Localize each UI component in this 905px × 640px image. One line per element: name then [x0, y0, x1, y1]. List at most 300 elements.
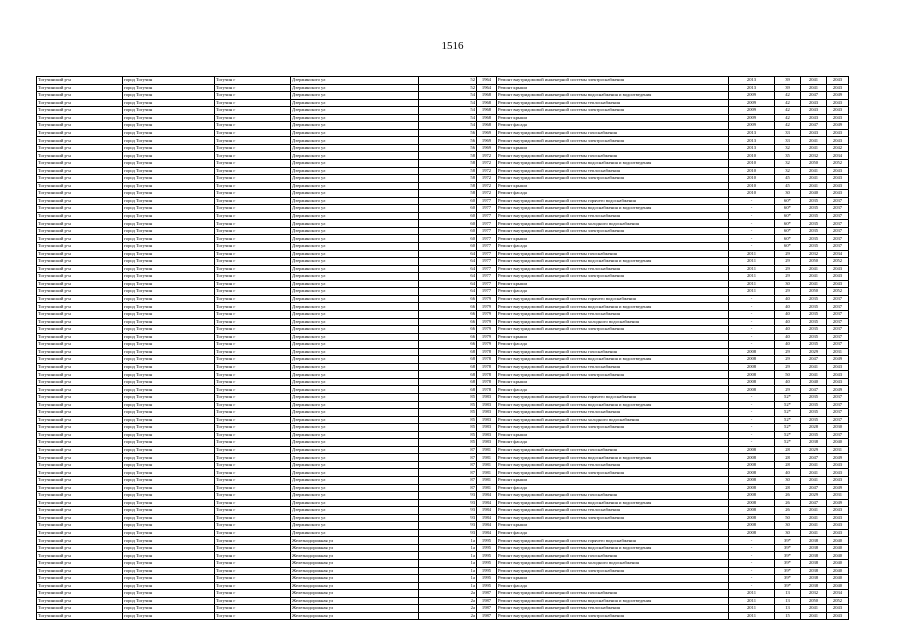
settlement-cell: город Тогучин — [123, 348, 215, 356]
last-repair-year-cell: 2009 — [729, 107, 775, 115]
build-year-cell: 1981 — [477, 476, 497, 484]
plan-end-year-cell: 2043 — [827, 77, 849, 85]
table-row — [37, 507, 849, 515]
locality-cell: Тогучин г — [215, 476, 291, 484]
work-type-cell: Ремонт внутридомовой инженерной системы водоснабжения и водоотведения — [497, 303, 729, 311]
plan-end-year-cell: 2043 — [827, 461, 849, 469]
plan-start-year-cell: 2041 — [801, 182, 827, 190]
wear-cell: 15 — [775, 612, 801, 620]
district-cell: Тогучинский р-н — [37, 137, 123, 145]
house-number-cell: 54 — [419, 99, 477, 107]
wear-cell: 28 — [775, 461, 801, 469]
last-repair-year-cell: 2008 — [729, 484, 775, 492]
plan-start-year-cell: 2047 — [801, 92, 827, 100]
plan-end-year-cell: 2052 — [827, 597, 849, 605]
work-type-cell: Ремонт внутридомовой инженерной системы газоснабжения — [497, 446, 729, 454]
settlement-cell: город Тогучин — [123, 529, 215, 537]
build-year-cell: 1983 — [477, 424, 497, 432]
last-repair-year-cell: 2008 — [729, 507, 775, 515]
work-type-cell: Ремонт внутридомовой инженерной системы теплоснабжения — [497, 363, 729, 371]
plan-start-year-cell: 2035 — [801, 431, 827, 439]
plan-start-year-cell: 2040 — [801, 190, 827, 198]
house-number-cell: 68 — [419, 386, 477, 394]
street-cell: Дзержинского ул — [291, 469, 419, 477]
district-cell: Тогучинский р-н — [37, 356, 123, 364]
build-year-cell: 1977 — [477, 258, 497, 266]
street-cell: Дзержинского ул — [291, 378, 419, 386]
house-number-cell: 68 — [419, 363, 477, 371]
table-row — [37, 499, 849, 507]
plan-end-year-cell: 2043 — [827, 137, 849, 145]
house-number-cell: 64 — [419, 250, 477, 258]
street-cell: Дзержинского ул — [291, 288, 419, 296]
district-cell: Тогучинский р-н — [37, 454, 123, 462]
street-cell: Дзержинского ул — [291, 461, 419, 469]
settlement-cell: город Тогучин — [123, 84, 215, 92]
wear-cell: 13 — [775, 605, 801, 613]
plan-end-year-cell: 2040 — [827, 575, 849, 583]
build-year-cell: 1983 — [477, 439, 497, 447]
house-number-cell: 2а — [419, 597, 477, 605]
build-year-cell: 1984 — [477, 499, 497, 507]
house-number-cell: 93 — [419, 514, 477, 522]
house-number-cell: 58 — [419, 182, 477, 190]
last-repair-year-cell: 2008 — [729, 499, 775, 507]
wear-cell: 32 — [775, 160, 801, 168]
table-row — [37, 265, 849, 273]
settlement-cell: город Тогучин — [123, 378, 215, 386]
street-cell: Дзержинского ул — [291, 363, 419, 371]
build-year-cell: 1977 — [477, 243, 497, 251]
plan-end-year-cell: 2043 — [827, 612, 849, 620]
work-type-cell: Ремонт внутридомовой инженерной системы электроснабжения — [497, 77, 729, 85]
settlement-cell: город Тогучин — [123, 363, 215, 371]
plan-end-year-cell: 2037 — [827, 326, 849, 334]
district-cell: Тогучинский р-н — [37, 182, 123, 190]
locality-cell: Тогучин г — [215, 522, 291, 530]
locality-cell: Тогучин г — [215, 84, 291, 92]
street-cell: Дзержинского ул — [291, 424, 419, 432]
table-row — [37, 605, 849, 613]
locality-cell: Тогучин г — [215, 393, 291, 401]
work-type-cell: Ремонт крыши — [497, 182, 729, 190]
build-year-cell: 1983 — [477, 416, 497, 424]
street-cell: Дзержинского ул — [291, 333, 419, 341]
house-number-cell: 1а — [419, 544, 477, 552]
last-repair-year-cell: 2010 — [729, 160, 775, 168]
build-year-cell: 1984 — [477, 492, 497, 500]
settlement-cell: город Тогучин — [123, 537, 215, 545]
build-year-cell: 1978 — [477, 356, 497, 364]
settlement-cell: город Тогучин — [123, 476, 215, 484]
locality-cell: Тогучин г — [215, 77, 291, 85]
build-year-cell: 1977 — [477, 265, 497, 273]
work-type-cell: Ремонт внутридомовой инженерной системы электроснабжения — [497, 326, 729, 334]
work-type-cell: Ремонт фасада — [497, 582, 729, 590]
build-year-cell: 1983 — [477, 393, 497, 401]
wear-cell: 42 — [775, 99, 801, 107]
table-row — [37, 288, 849, 296]
district-cell: Тогучинский р-н — [37, 416, 123, 424]
district-cell: Тогучинский р-н — [37, 212, 123, 220]
house-number-cell: 58 — [419, 152, 477, 160]
settlement-cell: город Тогучин — [123, 499, 215, 507]
house-number-cell: 66 — [419, 341, 477, 349]
settlement-cell: город Тогучин — [123, 582, 215, 590]
work-type-cell: Ремонт крыши — [497, 431, 729, 439]
settlement-cell: город Тогучин — [123, 77, 215, 85]
district-cell: Тогучинский р-н — [37, 258, 123, 266]
wear-cell: 60* — [775, 235, 801, 243]
street-cell: Дзержинского ул — [291, 212, 419, 220]
settlement-cell: город Тогучин — [123, 439, 215, 447]
wear-cell: 32 — [775, 167, 801, 175]
table-row — [37, 484, 849, 492]
district-cell: Тогучинский р-н — [37, 522, 123, 530]
locality-cell: Тогучин г — [215, 303, 291, 311]
district-cell: Тогучинский р-н — [37, 250, 123, 258]
plan-end-year-cell: 2042 — [827, 144, 849, 152]
wear-cell: 30 — [775, 280, 801, 288]
table-row — [37, 175, 849, 183]
street-cell: Дзержинского ул — [291, 507, 419, 515]
house-number-cell: 93 — [419, 499, 477, 507]
house-number-cell: 58 — [419, 175, 477, 183]
table-row — [37, 401, 849, 409]
build-year-cell: 1977 — [477, 250, 497, 258]
locality-cell: Тогучин г — [215, 107, 291, 115]
plan-end-year-cell: 2037 — [827, 212, 849, 220]
wear-cell: 45 — [775, 175, 801, 183]
plan-start-year-cell: 2040 — [801, 378, 827, 386]
settlement-cell: город Тогучин — [123, 160, 215, 168]
street-cell: Дзержинского ул — [291, 280, 419, 288]
plan-start-year-cell: 2041 — [801, 84, 827, 92]
plan-end-year-cell: 2037 — [827, 333, 849, 341]
last-repair-year-cell: 2011 — [729, 605, 775, 613]
plan-end-year-cell: 2043 — [827, 107, 849, 115]
last-repair-year-cell: 2008 — [729, 476, 775, 484]
wear-cell: 29 — [775, 386, 801, 394]
table-row — [37, 582, 849, 590]
street-cell: Дзержинского ул — [291, 265, 419, 273]
build-year-cell: 1995 — [477, 537, 497, 545]
wear-cell: 28 — [775, 484, 801, 492]
wear-cell: 42 — [775, 122, 801, 130]
plan-end-year-cell: 2043 — [827, 175, 849, 183]
work-type-cell: Ремонт внутридомовой инженерной системы теплоснабжения — [497, 605, 729, 613]
build-year-cell: 1969 — [477, 144, 497, 152]
locality-cell: Тогучин г — [215, 333, 291, 341]
last-repair-year-cell: - — [729, 303, 775, 311]
work-type-cell: Ремонт внутридомовой инженерной системы газоснабжения — [497, 129, 729, 137]
last-repair-year-cell: 2013 — [729, 129, 775, 137]
house-number-cell: 85 — [419, 424, 477, 432]
locality-cell: Тогучин г — [215, 469, 291, 477]
district-cell: Тогучинский р-н — [37, 492, 123, 500]
build-year-cell: 1978 — [477, 378, 497, 386]
wear-cell: 28 — [775, 446, 801, 454]
locality-cell: Тогучин г — [215, 227, 291, 235]
last-repair-year-cell: 2010 — [729, 175, 775, 183]
build-year-cell: 1981 — [477, 446, 497, 454]
plan-start-year-cell: 2041 — [801, 265, 827, 273]
build-year-cell: 1979 — [477, 295, 497, 303]
plan-end-year-cell: 2043 — [827, 129, 849, 137]
table-row — [37, 107, 849, 115]
work-type-cell: Ремонт фасада — [497, 122, 729, 130]
last-repair-year-cell: 2008 — [729, 446, 775, 454]
work-type-cell: Ремонт внутридомовой инженерной системы водоснабжения и водоотведения — [497, 454, 729, 462]
settlement-cell: город Тогучин — [123, 227, 215, 235]
street-cell: Дзержинского ул — [291, 393, 419, 401]
wear-cell: 40 — [775, 378, 801, 386]
wear-cell: 60* — [775, 212, 801, 220]
wear-cell: 32 — [775, 144, 801, 152]
last-repair-year-cell: 2013 — [729, 77, 775, 85]
wear-cell: 29 — [775, 363, 801, 371]
locality-cell: Тогучин г — [215, 424, 291, 432]
locality-cell: Тогучин г — [215, 582, 291, 590]
build-year-cell: 1972 — [477, 182, 497, 190]
plan-end-year-cell: 2049 — [827, 454, 849, 462]
build-year-cell: 1968 — [477, 107, 497, 115]
district-cell: Тогучинский р-н — [37, 590, 123, 598]
settlement-cell: город Тогучин — [123, 182, 215, 190]
work-type-cell: Ремонт внутридомовой инженерной системы электроснабжения — [497, 469, 729, 477]
locality-cell: Тогучин г — [215, 507, 291, 515]
settlement-cell: город Тогучин — [123, 122, 215, 130]
work-type-cell: Ремонт внутридомовой инженерной системы водоснабжения и водоотведения — [497, 92, 729, 100]
work-type-cell: Ремонт внутридомовой инженерной системы теплоснабжения — [497, 310, 729, 318]
plan-start-year-cell: 2038 — [801, 537, 827, 545]
table-row — [37, 333, 849, 341]
last-repair-year-cell: - — [729, 333, 775, 341]
plan-end-year-cell: 2034 — [827, 250, 849, 258]
build-year-cell: 1981 — [477, 469, 497, 477]
street-cell: Дзержинского ул — [291, 514, 419, 522]
plan-start-year-cell: 2035 — [801, 310, 827, 318]
work-type-cell: Ремонт внутридомовой инженерной системы теплоснабжения — [497, 265, 729, 273]
house-number-cell: 54 — [419, 122, 477, 130]
plan-start-year-cell: 2032 — [801, 250, 827, 258]
locality-cell: Тогучин г — [215, 122, 291, 130]
district-cell: Тогучинский р-н — [37, 393, 123, 401]
locality-cell: Тогучин г — [215, 243, 291, 251]
last-repair-year-cell: 2011 — [729, 590, 775, 598]
table-row — [37, 167, 849, 175]
locality-cell: Тогучин г — [215, 220, 291, 228]
house-number-cell: 66 — [419, 295, 477, 303]
last-repair-year-cell: 2008 — [729, 469, 775, 477]
build-year-cell: 1968 — [477, 122, 497, 130]
settlement-cell: город Тогучин — [123, 575, 215, 583]
settlement-cell: город Тогучин — [123, 273, 215, 281]
settlement-cell: город Тогучин — [123, 310, 215, 318]
locality-cell: Тогучин г — [215, 258, 291, 266]
settlement-cell: город Тогучин — [123, 250, 215, 258]
plan-start-year-cell: 2035 — [801, 409, 827, 417]
street-cell: Дзержинского ул — [291, 295, 419, 303]
district-cell: Тогучинский р-н — [37, 499, 123, 507]
table-row — [37, 446, 849, 454]
build-year-cell: 1983 — [477, 409, 497, 417]
table-row — [37, 560, 849, 568]
locality-cell: Тогучин г — [215, 544, 291, 552]
last-repair-year-cell: - — [729, 409, 775, 417]
locality-cell: Тогучин г — [215, 341, 291, 349]
street-cell: Дзержинского ул — [291, 492, 419, 500]
build-year-cell: 1977 — [477, 212, 497, 220]
house-number-cell: 1а — [419, 537, 477, 545]
last-repair-year-cell: - — [729, 560, 775, 568]
street-cell: Дзержинского ул — [291, 129, 419, 137]
house-number-cell: 64 — [419, 280, 477, 288]
district-cell: Тогучинский р-н — [37, 220, 123, 228]
plan-start-year-cell: 2047 — [801, 499, 827, 507]
street-cell: Железнодорожная ул — [291, 612, 419, 620]
plan-end-year-cell: 2043 — [827, 99, 849, 107]
last-repair-year-cell: 2008 — [729, 461, 775, 469]
settlement-cell: город Тогучин — [123, 597, 215, 605]
plan-start-year-cell: 2050 — [801, 160, 827, 168]
last-repair-year-cell: 2011 — [729, 288, 775, 296]
work-type-cell: Ремонт внутридомовой инженерной системы теплоснабжения — [497, 212, 729, 220]
table-row — [37, 476, 849, 484]
plan-start-year-cell: 2038 — [801, 552, 827, 560]
table-row — [37, 310, 849, 318]
wear-cell: 50 — [775, 371, 801, 379]
settlement-cell: город Тогучин — [123, 401, 215, 409]
settlement-cell: город Тогучин — [123, 175, 215, 183]
district-cell: Тогучинский р-н — [37, 205, 123, 213]
table-row — [37, 273, 849, 281]
last-repair-year-cell: 2009 — [729, 99, 775, 107]
plan-end-year-cell: 2043 — [827, 190, 849, 198]
wear-cell: 30 — [775, 522, 801, 530]
locality-cell: Тогучин г — [215, 326, 291, 334]
district-cell: Тогучинский р-н — [37, 122, 123, 130]
plan-end-year-cell: 2037 — [827, 197, 849, 205]
build-year-cell: 1964 — [477, 77, 497, 85]
house-number-cell: 87 — [419, 454, 477, 462]
street-cell: Дзержинского ул — [291, 454, 419, 462]
build-year-cell: 1977 — [477, 220, 497, 228]
work-type-cell: Ремонт фасада — [497, 190, 729, 198]
plan-end-year-cell: 2037 — [827, 295, 849, 303]
settlement-cell: город Тогучин — [123, 341, 215, 349]
street-cell: Железнодорожная ул — [291, 537, 419, 545]
work-type-cell: Ремонт внутридомовой инженерной системы электроснабжения — [497, 137, 729, 145]
table-body — [37, 77, 849, 620]
work-type-cell: Ремонт внутридомовой инженерной системы газоснабжения — [497, 590, 729, 598]
wear-cell: 60* — [775, 205, 801, 213]
house-number-cell: 1а — [419, 582, 477, 590]
plan-start-year-cell: 2043 — [801, 107, 827, 115]
street-cell: Дзержинского ул — [291, 227, 419, 235]
settlement-cell: город Тогучин — [123, 605, 215, 613]
plan-end-year-cell: 2037 — [827, 303, 849, 311]
table-row — [37, 280, 849, 288]
plan-start-year-cell: 2041 — [801, 273, 827, 281]
table-row — [37, 386, 849, 394]
plan-start-year-cell: 2041 — [801, 469, 827, 477]
district-cell: Тогучинский р-н — [37, 363, 123, 371]
table-row — [37, 461, 849, 469]
wear-cell: 39* — [775, 560, 801, 568]
house-number-cell: 87 — [419, 469, 477, 477]
district-cell: Тогучинский р-н — [37, 318, 123, 326]
wear-cell: 33 — [775, 129, 801, 137]
table-row — [37, 567, 849, 575]
table-row — [37, 378, 849, 386]
last-repair-year-cell: - — [729, 552, 775, 560]
settlement-cell: город Тогучин — [123, 137, 215, 145]
table-row — [37, 431, 849, 439]
house-number-cell: 68 — [419, 356, 477, 364]
plan-start-year-cell: 2041 — [801, 522, 827, 530]
plan-start-year-cell: 2041 — [801, 605, 827, 613]
table-row — [37, 99, 849, 107]
plan-start-year-cell: 2041 — [801, 371, 827, 379]
table-row — [37, 393, 849, 401]
house-number-cell: 66 — [419, 318, 477, 326]
settlement-cell: город Тогучин — [123, 386, 215, 394]
work-type-cell: Ремонт внутридомовой инженерной системы электроснабжения — [497, 227, 729, 235]
plan-start-year-cell: 2035 — [801, 295, 827, 303]
wear-cell: 52* — [775, 431, 801, 439]
table-row — [37, 469, 849, 477]
plan-end-year-cell: 2049 — [827, 499, 849, 507]
settlement-cell: город Тогучин — [123, 99, 215, 107]
wear-cell: 60* — [775, 220, 801, 228]
district-cell: Тогучинский р-н — [37, 484, 123, 492]
work-type-cell: Ремонт внутридомовой инженерной системы водоснабжения и водоотведения — [497, 597, 729, 605]
plan-start-year-cell: 2028 — [801, 424, 827, 432]
street-cell: Дзержинского ул — [291, 258, 419, 266]
last-repair-year-cell: 2013 — [729, 137, 775, 145]
last-repair-year-cell: - — [729, 295, 775, 303]
plan-end-year-cell: 2040 — [827, 560, 849, 568]
plan-end-year-cell: 2043 — [827, 522, 849, 530]
last-repair-year-cell: - — [729, 439, 775, 447]
work-type-cell: Ремонт внутридомовой инженерной системы газоснабжения — [497, 552, 729, 560]
plan-start-year-cell: 2035 — [801, 205, 827, 213]
last-repair-year-cell: 2008 — [729, 454, 775, 462]
table-row — [37, 416, 849, 424]
wear-cell: 50 — [775, 514, 801, 522]
last-repair-year-cell: 2010 — [729, 182, 775, 190]
build-year-cell: 1979 — [477, 333, 497, 341]
work-type-cell: Ремонт внутридомовой инженерной системы электроснабжения — [497, 514, 729, 522]
work-type-cell: Ремонт внутридомовой инженерной системы холодного водоснабжения — [497, 416, 729, 424]
house-number-cell: 60 — [419, 220, 477, 228]
wear-cell: 30 — [775, 529, 801, 537]
house-number-cell: 85 — [419, 409, 477, 417]
house-number-cell: 68 — [419, 348, 477, 356]
table-row — [37, 250, 849, 258]
plan-start-year-cell: 2038 — [801, 560, 827, 568]
locality-cell: Тогучин г — [215, 560, 291, 568]
street-cell: Дзержинского ул — [291, 160, 419, 168]
plan-end-year-cell: 2043 — [827, 280, 849, 288]
table-row — [37, 190, 849, 198]
district-cell: Тогучинский р-н — [37, 84, 123, 92]
plan-end-year-cell: 2037 — [827, 393, 849, 401]
plan-start-year-cell: 2035 — [801, 416, 827, 424]
locality-cell: Тогучин г — [215, 99, 291, 107]
locality-cell: Тогучин г — [215, 167, 291, 175]
